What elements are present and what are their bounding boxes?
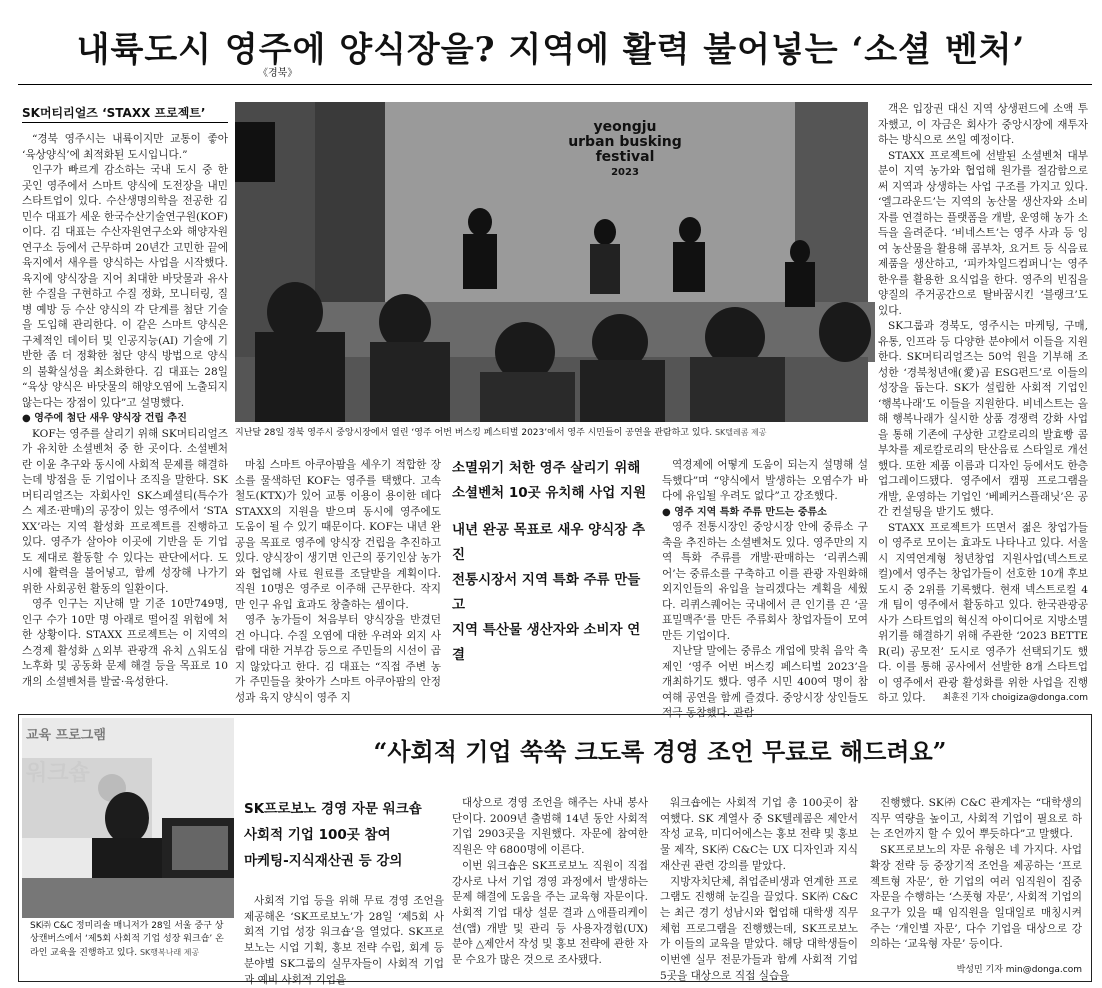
paragraph: 객은 입장권 대신 지역 상생펀드에 소액 투자했고, 이 자금은 회사가 중앙시장에 재투자하는 방식으로 쓰일 예정이다.: [878, 103, 1088, 146]
paragraph: SK그룹과 경북도, 영주시는 마케팅, 구매, 유통, 인프라 등 다양한 분야에서 이들을 지원한다. SK머티리얼즈는 50억 원을 기부해 조성한 ‘경북청년애(愛)곰 ESG펀드’로 이들의 성장을 돕는다. SK가 설립한 사회적 기업인 ‘행복나래’도 이들을 지원한다. 비네스트는 올해 행복나래가 실시한 상품 경쟁력 강화 사업을 통해 기존에 구상한 고칼로리의 발효빵 콤부차를 제로칼로리의 탄산음료 스타일로 개선했다. 또한 제품 이름과 디자인 등에서도 한층 업그레이드됐다. 영주에서 캠핑 프로그램을 개발, 운영하는 기업인 ‘베페커스플래닛’은 공간 컨설팅을 받기도 했다.: [878, 320, 1088, 518]
deck-line: 사회적 기업 100곳 참여: [244, 827, 391, 843]
deck-line: 소멸위기 처한 영주 살리기 위해: [452, 460, 641, 476]
box-column-3: [660, 796, 858, 982]
paragraph: 인구가 빠르게 감소하는 국내 도시 중 한 곳인 영주에서 스마트 양식에 도전장을 내민 스타트업이 있다. 수산생명의학을 전공한 김민수 대표가 세운 한국수산기술연구원(KOF)이다. 김 대표는 수산자원연구소와 해양자원연구소 등에서 근무하며 20년간 고민한 끝에 육지에서 새우를 양식하는 사업을 시작했다. 육지에 양식장을 지어 최대한 바닷물과 유사한 수질을 구현하고 수질 정화, 모니터링, 질병 예방 등 수산 양식의 각 단계를 첨단 기술을 도입해 관리한다. 이 같은 스마트 양식은 구체적인 데이터 및 인공지능(AI) 기술에 기반한 좀 더 정확한 첨단 양식 방법으로 양식의 불확실성을 최소화한다. 김 대표는 28일 “육상 양식은 바닷물의 해양오염에 노출되지 않는다는 장점이 있다”고 설명했다.: [22, 164, 228, 409]
photo-banner-text: 교육 프로그램: [26, 728, 106, 743]
paragraph: 진행했다. SK㈜ C&C 관계자는 “대학생의 직무 역량을 높이고, 사회적 기업이 필요로 하는 조언까지 할 수 있어 뿌듯하다”고 말했다.: [870, 797, 1082, 841]
workshop-photo: [22, 718, 234, 918]
article-column-3: [662, 458, 868, 719]
paragraph: 대상으로 경영 조언을 해주는 사내 봉사단이다. 2009년 출범해 14년 동안 사회적 기업 2903곳을 지원했다. 자문에 참여한 직원은 약 6800명에 이른다.: [452, 797, 648, 857]
box-deck: [244, 796, 444, 874]
photo-banner-text-2: 워크숍: [26, 761, 90, 786]
box-headline: “사회적 기업 쑥쑥 크도록 경영 조언 무료로 해드려요”: [373, 737, 947, 766]
caption-text: 지난달 28일 경북 영주시 중앙시장에서 열린 ‘영주 어번 버스킹 페스티벌 2023’에서 영주 시민들이 공연을 관람하고 있다.: [235, 428, 713, 438]
paragraph: SK프로보노의 자문 유형은 네 가지다. 사업 확장 전략 등 중장기적 조언을 제공하는 ‘프로젝트형 자문’, 한 기업의 여러 임직원이 집중 자문을 수행하는 ‘스폿형 자문’, 사회적 기업의 요구가 있을 때 임직원을 일대일로 매칭시켜 주는 ‘개인별 자문’, 다수 기업을 대상으로 강의하는 ‘교육형 자문’ 등이다.: [870, 844, 1082, 951]
deck-line: 지역 특산물 생산자와 소비자 연결: [452, 622, 641, 663]
workshop-photo-illustration: [22, 718, 234, 918]
paragraph: 영주 농가들이 처음부터 양식장을 반겼던 건 아니다. 수질 오염에 대한 우려와 외지 사람에 대한 거부감 등으로 주민들의 시선이 곱지 않았다고 한다. 김 대표는 “직접 주변 농가 주민들을 찾아가 스마트 아쿠아팜의 안정성과 육지 양식이 영주 지: [235, 614, 441, 704]
deck-line: 마케팅-지식재산권 등 강의: [244, 853, 403, 869]
paragraph: 이번 워크숍은 SK프로보노 직원이 직접 강사로 나서 기업 경영 과정에서 발생하는 문제 해결에 도움을 주는 교육형 자문이다. 사회적 기업 대상 설문 결과 △애플리케이션(앱) 개발 및 관리 등 사용자경험(UX) 분야 △제안서 작성 및 홍보 전략에 관한 자문 수요가 많은 것으로 조사됐다.: [452, 859, 648, 967]
banner-line: 2023: [611, 167, 639, 178]
subheading: ● 영주 지역 특화 주류 만드는 중류소: [662, 506, 827, 518]
box-column-1: [244, 894, 444, 986]
paragraph: 영주 인구는 지난해 말 기준 10만749명, 인구 수가 10만 명 아래로 떨어질 위험에 처한 상황이다. STAXX 프로젝트는 이 지역의 스경제 활성화 △외부 관광객 유치 △워도심 노후화 및 공동화 문제 해결 등을 목표로 10개의 소셜벤처를 발굴·육성한다.: [22, 598, 228, 688]
banner-line: yeongju: [593, 119, 657, 135]
paragraph: KOF는 영주를 살리기 위해 SK머티리얼즈가 유치한 소셜벤처 중 한 곳이다. 소셜벤처란 이윤 추구와 동시에 사회적 문제를 해결하는데 방점을 둔 기업이나 조직을 말한다. SK머티리얼즈는 자회사인 SK스페셜티(특수가스 제조·판매)의 공장이 있는 영주에서 ‘STAXX’라는 지역 활성화 프로젝트를 진행하고 있다. 영주가 살아야 이곳에 기반을 둔 기업도 제대로 활동할 수 있다는 판단에서다. 도시에 활력을 불어넣고, 함께 성장해 나가기 위한 사회공헌 활동의 일환이다.: [22, 427, 228, 595]
box-byline: 박성민 기자 min@donga.com: [956, 965, 1082, 975]
byline: 최훈진 기자 choigiza@donga.com: [942, 693, 1088, 703]
festival-banner: [545, 120, 705, 180]
article-column-2: [235, 458, 441, 708]
paragraph: 역경제에 어떻게 도움이 되는지 설명해 설득했다”며 “양식에서 발생하는 오염수가 바다에 유입될 우려도 없다”고 강조했다.: [662, 459, 868, 502]
paragraph: 워크숍에는 사회적 기업 총 100곳이 참여했다. SK 계열사 중 SK텔레콤은 제안서 작성 교육, 미디어에스는 홍보 전략 및 홍보물 제작, SK㈜ C&C는 UX 디자인과 지식재산권 관련 강의를 맡았다.: [660, 797, 858, 872]
article-deck: [452, 456, 652, 668]
headline: 내륙도시 영주에 양식장을? 지역에 활력 불어넣는 ‘소셜 벤처’: [76, 30, 1026, 70]
paragraph: STAXX 프로젝트가 뜨면서 젊은 창업가들이 영주로 모이는 효과도 나타나고 있다. 서울시 지역연계형 청년창업 지원사업(넥스트로컬)에서 영주는 창업가들이 선호한 10개 후보 도시 중 2위를 기록했다. 현재 넥스트로컬 4개 팀이 영주에서 활동하고 있다. 한국관광공사가 스타트업의 혁신적 아이디어로 지방소멸 위기를 해결하기 위해 주관한 ‘2023 BETTER(리) 공모전’ 도시로 영주가 선택되기도 했다. 이를 통해 공사에서 선발한 8개 스타트업이 영주에서 관광 활성화를 위한 사업을 진행하고 있다.: [878, 521, 1088, 704]
top-rule: [18, 84, 1092, 85]
deck-line: SK프로보노 경영 자문 워크숍: [244, 801, 422, 817]
box-column-2: [452, 796, 648, 978]
deck-line: 내년 완공 목표로 새우 양식장 추진: [452, 522, 646, 563]
kicker-rule: [22, 122, 228, 123]
photo-credit: SK텔레콤 제공: [714, 428, 767, 437]
banner-line: festival: [595, 149, 655, 165]
headline-region-tag: 《경북》: [258, 68, 298, 79]
workshop-photo-caption: [30, 920, 230, 960]
paragraph: 영주 전통시장인 중앙시장 안에 중류소 구축을 추진하는 소셜벤처도 있다. 영주만의 지역 특화 주류를 개발·판매하는 ‘리퀴스퀘어’는 중류소를 구축하고 이를 관광 자원화해 외지인들의 유입을 늘리겠다는 계획을 세웠다. 리퀴스퀘어는 국내에서 큰 인기를 끈 ‘골표밀맥주’를 만든 주류회사 창업자들이 모여 만든 기업이다.: [662, 521, 868, 642]
photo-caption: [235, 426, 868, 440]
deck-line: 전통시장서 지역 특화 주류 만들고: [452, 572, 641, 613]
paragraph: 지난달 말에는 중류소 개업에 맞춰 음악 축제인 ‘영주 어번 버스킹 페스티벌 2023’을 개최하기도 했다. 영주 시민 400여 명이 참여해 공연을 함께 즐겼다. 중앙시장 상인들도 적극 동참했다. 관람: [662, 645, 868, 719]
paragraph: “경북 영주시는 내륙이지만 교통이 좋아 ‘육상양식’에 최적화된 도시입니다.”: [22, 133, 228, 161]
banner-line: urban busking: [568, 134, 682, 150]
photo-credit: SK행복나래 제공: [139, 948, 200, 957]
paragraph: STAXX 프로젝트에 선발된 소셜벤처 대부분이 지역 농가와 협업해 원가를 절감함으로써 지역과 상생하는 사업 구조를 가지고 있다. ‘엘그라운드’는 지역의 농산물 생산자와 소비자를 연결하는 플랫폼을 개발, 운영해 농가 소득을 올려준다. ‘비네스트’는 영주 사과 등 잉여 농산물을 활용해 콤부차, 요거트 등 식음료 제품을 생산하고, ‘피카차일드컴퍼니’는 영주 한우를 활용한 요식업을 한다. 영주의 빈집을 양질의 주거공간으로 탈바꿈시킨 ‘블랭크’도 있다.: [878, 149, 1088, 317]
paragraph: 사회적 기업 등을 위해 무료 경영 조언을 제공해온 ‘SK프로보노’가 28일 ‘제5회 사회적 기업 성장 워크숍’을 열었다. SK프로보노는 시업 기획, 홍보 전략 수립, 회계 등 분야별 SK그룹의 실무자들이 사회적 기업과 예비 사회적 기업을: [244, 895, 444, 986]
paragraph: 지방자치단체, 취업준비생과 연계한 프로그램도 진행해 눈길을 끌었다. SK㈜ C&C는 최근 경기 성남시와 협업해 대학생 직무체험 프로그램을 진행했는데, SK프로보노가 이들의 교육을 맡았다. 해당 대학생들이 이번엔 실무 전문가들과 함께 사회적 기업 5곳을 대상으로 직접 실습을: [660, 875, 858, 982]
deck-line: 소셜벤처 10곳 유치해 사업 지원: [452, 485, 647, 501]
box-column-4: [870, 796, 1082, 958]
kicker: SK머티리얼즈 ‘STAXX 프로젝트’: [22, 106, 206, 120]
festival-photo: [235, 102, 868, 422]
subheading: ● 영주에 첨단 새우 양식장 건립 추진: [22, 413, 187, 424]
caption-text: SK㈜ C&C 정미리솔 매니저가 28일 서울 중구 상상캔버스에서 ‘제5회 사회적 기업 성장 워크숍’ 온라인 교육을 진행하고 있다.: [30, 921, 224, 958]
paragraph: 마침 스마트 아쿠아팜을 세우기 적합한 장소를 물색하던 KOF는 영주를 택했다. 고속철도(KTX)가 있어 교통 이용이 용이한 데다 STAXX의 지원을 받으며 동시에 영주에도 도움이 될 수 있기 때문이다. KOF는 내년 완공을 목표로 영주에 양식장 건립을 추진하고 있다. 양식장이 생기면 인근의 풍기인삼 농가와 협업해 사료 원료를 조달받을 계획이다. 직원 10명은 영주로 이주해 근무한다. 작지만 인구 유입 효과도 창출하는 셈이다.: [235, 459, 441, 611]
article-column-1: [22, 132, 228, 702]
